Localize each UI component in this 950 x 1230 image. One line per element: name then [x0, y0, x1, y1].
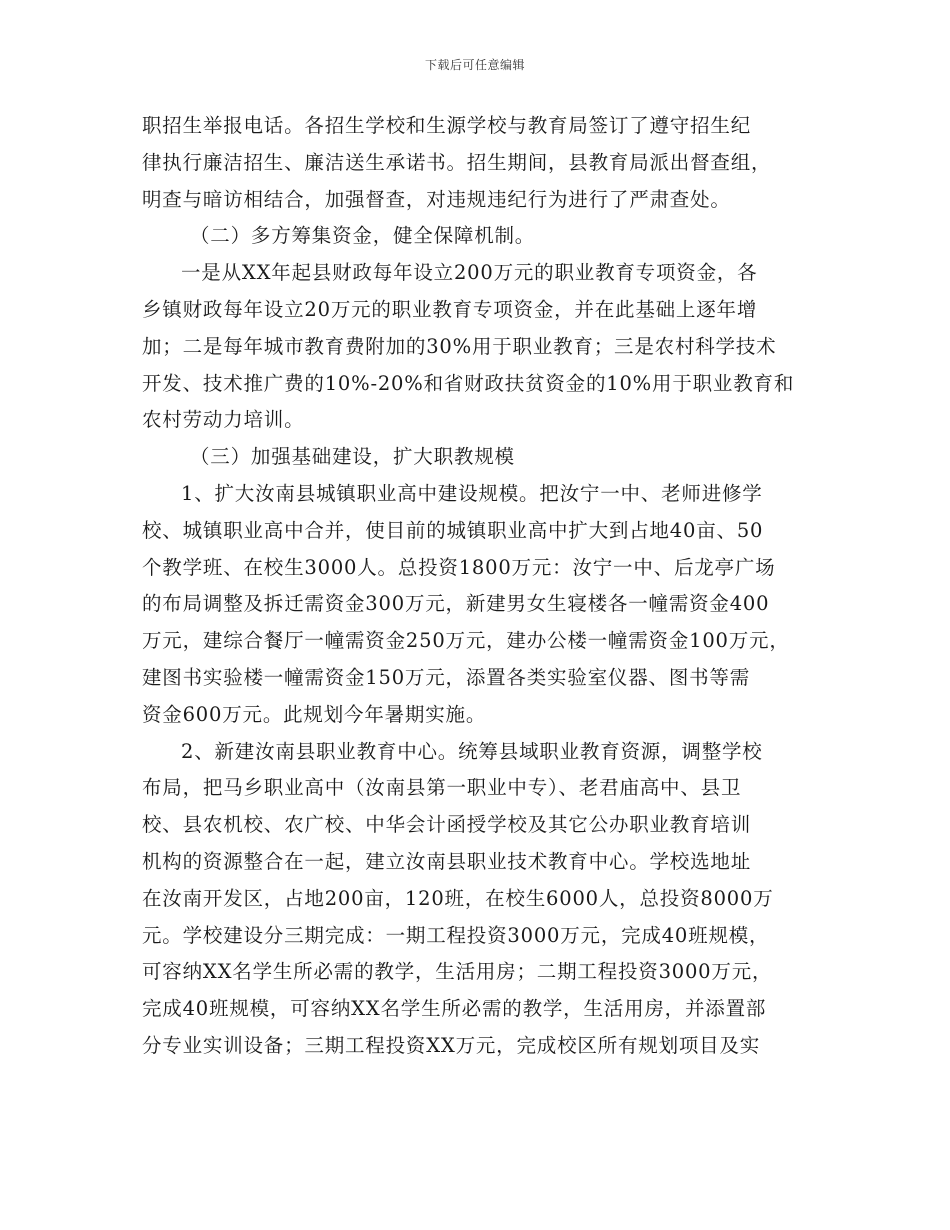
text-line: 建图书实验楼一幢需资金150万元，添置各类实验室仪器、图书等需: [142, 665, 751, 689]
text-line: 元。学校建设分三期完成：一期工程投资3000万元，完成40班规模，: [142, 923, 770, 947]
text-line: 一是从XX年起县财政每年设立200万元的职业教育专项资金，各: [181, 261, 758, 285]
page-header: 下载后可任意编辑: [424, 58, 525, 72]
text-line: 的布局调整及拆迁需资金300万元，新建男女生寝楼各一幢需资金400: [142, 592, 770, 616]
text-line: 分专业实训设备；三期工程投资XX万元，完成校区所有规划项目及实: [142, 1033, 761, 1057]
text-line: 加；二是每年城市教育费附加的30%用于职业教育；三是农村科学技术: [142, 334, 777, 358]
text-line: 校、城镇职业高中合并，使目前的城镇职业高中扩大到占地40亩、50: [142, 518, 764, 542]
text-line: 万元，建综合餐厅一幢需资金250万元，建办公楼一幢需资金100万元，: [142, 629, 790, 653]
text-line: 在汝南开发区，占地200亩，120班，在校生6000人，总投资8000万: [142, 886, 774, 910]
text-line: 完成40班规模，可容纳XX名学生所必需的教学，生活用房，并添置部: [142, 997, 767, 1021]
text-line: 布局，把马乡职业高中（汝南县第一职业中专）、老君庙高中、县卫: [142, 776, 742, 800]
text-line: 律执行廉洁招生、廉洁送生承诺书。招生期间，县教育局派出督查组，: [142, 150, 772, 174]
text-line: 1、扩大汝南县城镇职业高中建设规模。把汝宁一中、老师进修学: [181, 481, 763, 505]
text-line: 资金600万元。此规划今年暑期实施。: [142, 702, 487, 726]
text-line: 校、县农机校、农广校、中华会计函授学校及其它公办职业教育培训: [142, 813, 752, 837]
text-line: 机构的资源整合在一起，建立汝南县职业技术教育中心。学校选地址: [142, 849, 752, 873]
text-line: 职招生举报电话。各招生学校和生源学校与教育局签订了遵守招生纪: [142, 114, 752, 137]
text-line: 个教学班、在校生3000人。总投资1800万元：汝宁一中、后龙亭广场: [142, 555, 776, 579]
text-line: 农村劳动力培训。: [142, 408, 305, 432]
text-line: 2、新建汝南县职业教育中心。统筹县域职业教育资源，调整学校: [181, 739, 763, 763]
text-line: 可容纳XX名学生所必需的教学，生活用房；二期工程投资3000万元，: [142, 960, 773, 984]
text-line: 开发、技术推广费的10%-20%和省财政扶贫资金的10%用于职业教育和: [142, 371, 795, 395]
text-line: 明查与暗访相结合，加强督查，对违规违纪行为进行了严肃查处。: [142, 187, 731, 211]
section-heading: （二）多方筹集资金，健全保障机制。: [190, 224, 536, 248]
section-heading: （三）加强基础建设，扩大职教规模: [190, 445, 515, 469]
text-line: 乡镇财政每年设立20万元的职业教育专项资金，并在此基础上逐年增: [142, 297, 758, 321]
document-body: [142, 108, 822, 1065]
